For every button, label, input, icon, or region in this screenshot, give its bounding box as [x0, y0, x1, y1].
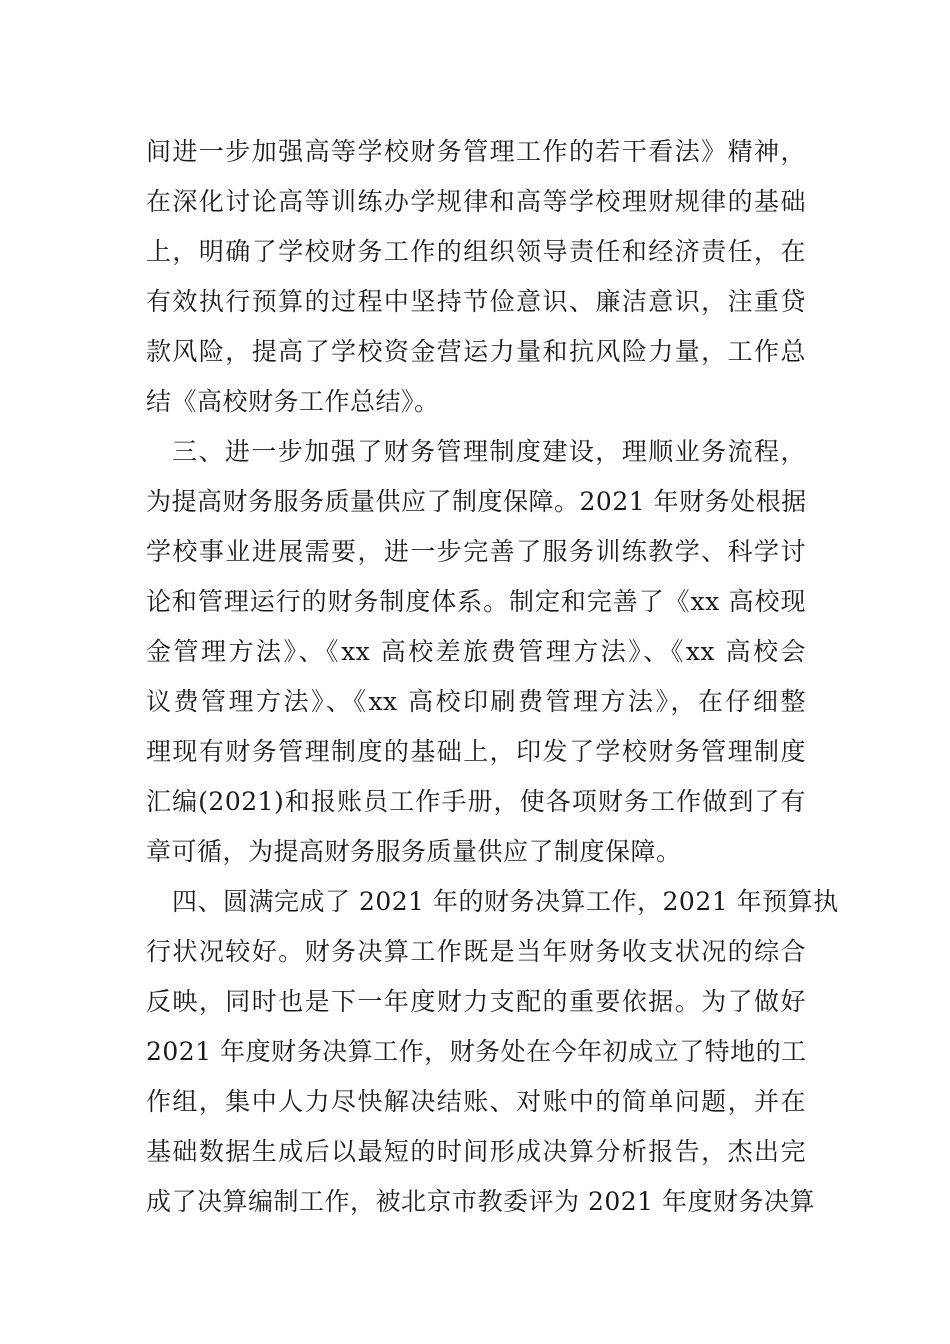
text-line: 结《高校财务工作总结》。	[146, 387, 440, 416]
text-line: 章可循，为提高财务服务质量供应了制度保障。	[146, 837, 682, 866]
text-line: 款风险，提高了学校资金营运力量和抗风险力量，工作总	[146, 337, 806, 366]
text-line: 为提高财务服务质量供应了制度保障。2021 年财务处根据	[146, 487, 807, 516]
text-line: 2021 年度财务决算工作，财务处在今年初成立了特地的工	[146, 1037, 807, 1066]
text-line: 基础数据生成后以最短的时间形成决算分析报告，杰出完	[146, 1137, 806, 1166]
text-line: 论和管理运行的财务制度体系。制定和完善了《xx 高校现	[146, 587, 806, 616]
text-line: 反映，同时也是下一年度财力支配的重要依据。为了做好	[146, 987, 806, 1016]
text-line: 行状况较好。财务决算工作既是当年财务收支状况的综合	[146, 937, 806, 966]
text-line: 作组，集中人力尽快解决结账、对账中的简单问题，并在	[146, 1087, 806, 1116]
paragraph-start-line: 三、进一步加强了财务管理制度建设，理顺业务流程，	[172, 437, 806, 466]
text-line: 议费管理方法》、《xx 高校印刷费管理方法》，在仔细整	[146, 687, 806, 716]
text-line: 上，明确了学校财务工作的组织领导责任和经济责任，在	[146, 237, 806, 266]
text-line: 间进一步加强高等学校财务管理工作的若干看法》精神，	[146, 137, 806, 166]
text-line: 金管理方法》、《xx 高校差旅费管理方法》、《xx 高校会	[146, 637, 806, 666]
text-line: 理现有财务管理制度的基础上，印发了学校财务管理制度	[146, 737, 806, 766]
paragraph-start-line: 四、圆满完成了 2021 年的财务决算工作，2021 年预算执	[172, 887, 839, 916]
text-line: 成了决算编制工作，被北京市教委评为 2021 年度财务决算	[146, 1187, 816, 1216]
text-line: 学校事业进展需要，进一步完善了服务训练教学、科学讨	[146, 537, 806, 566]
text-line: 有效执行预算的过程中坚持节俭意识、廉洁意识，注重贷	[146, 287, 806, 316]
text-line: 汇编(2021)和报账员工作手册，使各项财务工作做到了有	[146, 787, 806, 816]
text-line: 在深化讨论高等训练办学规律和高等学校理财规律的基础	[146, 187, 806, 216]
